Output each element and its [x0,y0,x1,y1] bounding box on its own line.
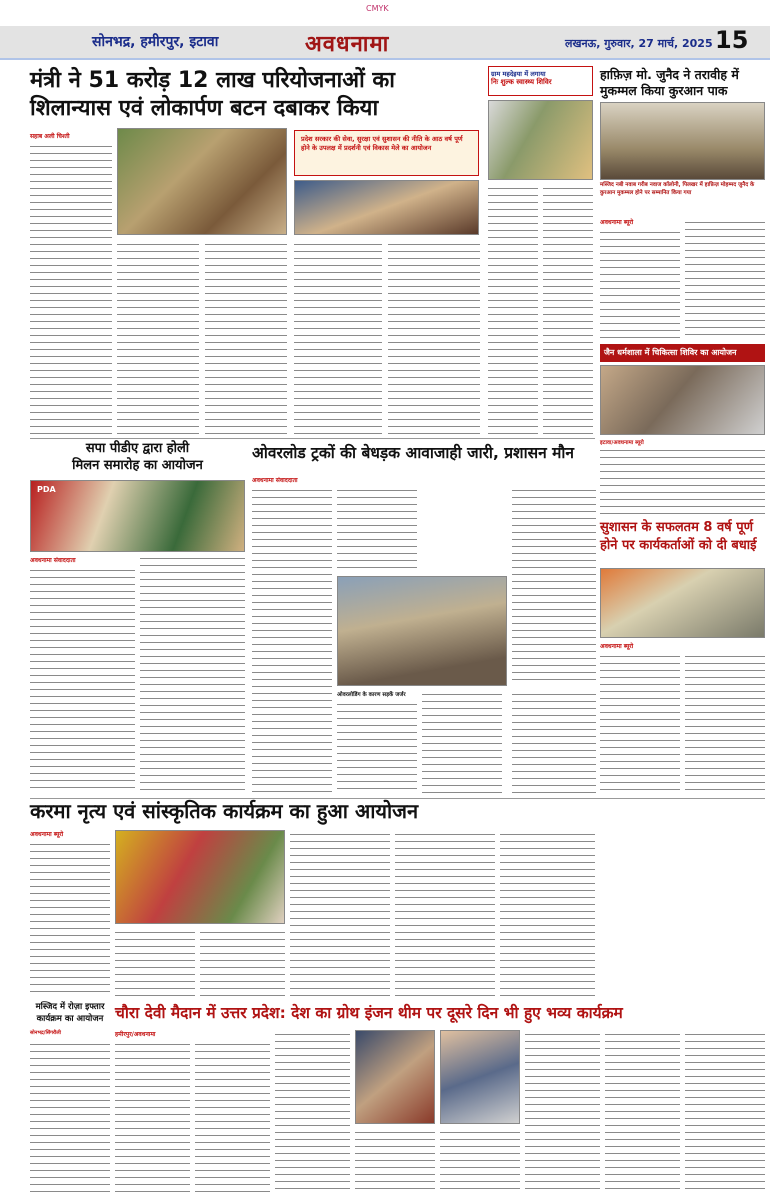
chaura-headline: चौरा देवी मैदान में उत्तर प्रदेश: देश का ग्रोथ इंजन थीम पर दूसरे दिन भी हुए भव्य कार्यक्रम [115,1004,623,1022]
trucks-col-3 [422,690,502,794]
camp-col-2 [543,184,593,434]
jain-byline: इटावा/अवधनामा ब्यूरो [600,440,644,446]
karma-photo [115,830,285,924]
quran-col-2 [685,218,765,340]
quran-byline: अवधनामा ब्यूरो [600,219,634,226]
page-number: 15 [715,26,749,54]
camp-line: ग्राम महदेइया में लगाया [491,70,546,78]
chaura-col-7 [605,1030,680,1195]
roza-headline-1: मस्जिद में रोज़ा इफ्तार [35,1002,105,1012]
newspaper-logo: अवधनामा [305,32,390,57]
chaura-col-8 [685,1030,765,1195]
camp-box [488,66,593,96]
pda-headline-1: सपा पीडीए द्वारा होली [85,441,190,456]
top-headline-2: शिलान्यास एवं लोकार्पण बटन दबाकर किया [30,96,379,121]
jain-photo [600,365,765,435]
trucks-headline: ओवरलोड ट्रकों की बेधड़क आवाजाही जारी, प्रशासन मौन [252,444,574,462]
sushasan-headline-1: सुशासन के सफलतम 8 वर्ष पूर्ण [600,520,753,535]
sushasan-col-1 [600,652,680,794]
trucks-subhead: ओवरलोडिंग के कारण सड़कें जर्जर [337,692,406,698]
trucks-col-1 [252,486,332,794]
top-photo-1 [117,128,287,235]
karma-col-4 [290,830,390,998]
sushasan-col-2 [685,652,765,794]
trucks-photo [337,576,507,686]
chaura-col-3 [275,1030,350,1195]
quran-photo [600,102,765,180]
chaura-col-4 [355,1128,435,1195]
chaura-col-1 [115,1040,190,1195]
trucks-col-4 [512,486,596,686]
quran-col-1 [600,228,680,340]
edition-date: लखनऊ, गुरुवार, 27 मार्च, 2025 [565,37,713,50]
sushasan-headline-2: होने पर कार्यकर्ताओं को दी बधाई [600,538,757,553]
karma-headline: करमा नृत्य एवं सांस्कृतिक कार्यक्रम का हुआ आयोजन [30,799,419,823]
chaura-byline: हमीरपुर/अवधनामा [115,1031,156,1038]
quran-headline-1: हाफ़िज़ मो. जुनैद ने तरावीह में [600,67,739,82]
trucks-col-2 [337,486,417,572]
karma-byline: अवधनामा ब्यूरो [30,831,64,838]
trucks-col-2b [337,700,417,794]
quran-headline-2: मुकम्मल किया कुरआन पाक [600,83,728,98]
sushasan-byline: अवधनामा ब्यूरो [600,643,634,650]
camp-sub: निः शुल्क स्वास्थ्य शिविर [491,78,552,86]
pda-col-1 [30,566,135,794]
chaura-col-6 [525,1030,600,1195]
top-col-4 [294,240,382,434]
roza-text [30,1040,110,1195]
karma-col-1 [30,840,110,998]
pda-byline: अवधनामा संवाददाता [30,557,76,564]
karma-col-5 [395,830,495,998]
top-photo-2 [294,180,479,235]
top-col-3 [205,240,287,434]
cmyk-mark: CMYK [366,4,389,13]
top-col-1 [30,142,112,434]
divider [30,438,595,439]
top-byline: सहाब अली चिश्ती [30,133,70,140]
trucks-col-5 [512,690,596,794]
pda-photo [30,480,245,552]
quran-caption: मस्जिद नबी नवाब गरीब नवाज कॉलोनी, पिलखर में हाफ़िज़ मोहम्मद जुनैद के कुरआन मुकम्मल होने पर सम्मानित किया गया [600,182,755,196]
jain-headline: जैन धर्मशाला में चिकित्सा शिविर का आयोजन [600,344,765,362]
pda-photo-banner: PDA [37,485,56,494]
pda-col-2 [140,554,245,794]
camp-photo [488,100,593,180]
pda-headline-2: मिलन समारोह का आयोजन [72,458,203,473]
karma-col-6 [500,830,595,998]
trucks-byline: अवधनामा संवाददाता [252,477,298,484]
chaura-col-2 [195,1040,270,1195]
top-col-2 [117,240,199,434]
top-headline-1: मंत्री ने 51 करोड़ 12 लाख परियोजनाओं का [30,68,395,93]
karma-col-3 [200,928,285,998]
top-highlight-box: प्रदेश सरकार की सेवा, सुरक्षा एवं सुशासन की नीति के आठ वर्ष पूर्ण होने के उपलक्ष में प्रदर्शनी एवं विकास मेले का आयोजन [294,130,479,176]
roza-headline-2: कार्यक्रम का आयोजन [36,1014,104,1024]
sushasan-photo [600,568,765,638]
chaura-col-5 [440,1128,520,1195]
karma-col-2 [115,928,195,998]
camp-col-1 [488,184,538,434]
jain-text [600,446,765,516]
edition-cities: सोनभद्र, हमीरपुर, इटावा [92,34,219,50]
chaura-photo-2 [440,1030,520,1124]
top-col-5 [388,240,480,434]
roza-byline: सोनभद्र/सिंगरौली [30,1030,61,1036]
chaura-photo-1 [355,1030,435,1124]
